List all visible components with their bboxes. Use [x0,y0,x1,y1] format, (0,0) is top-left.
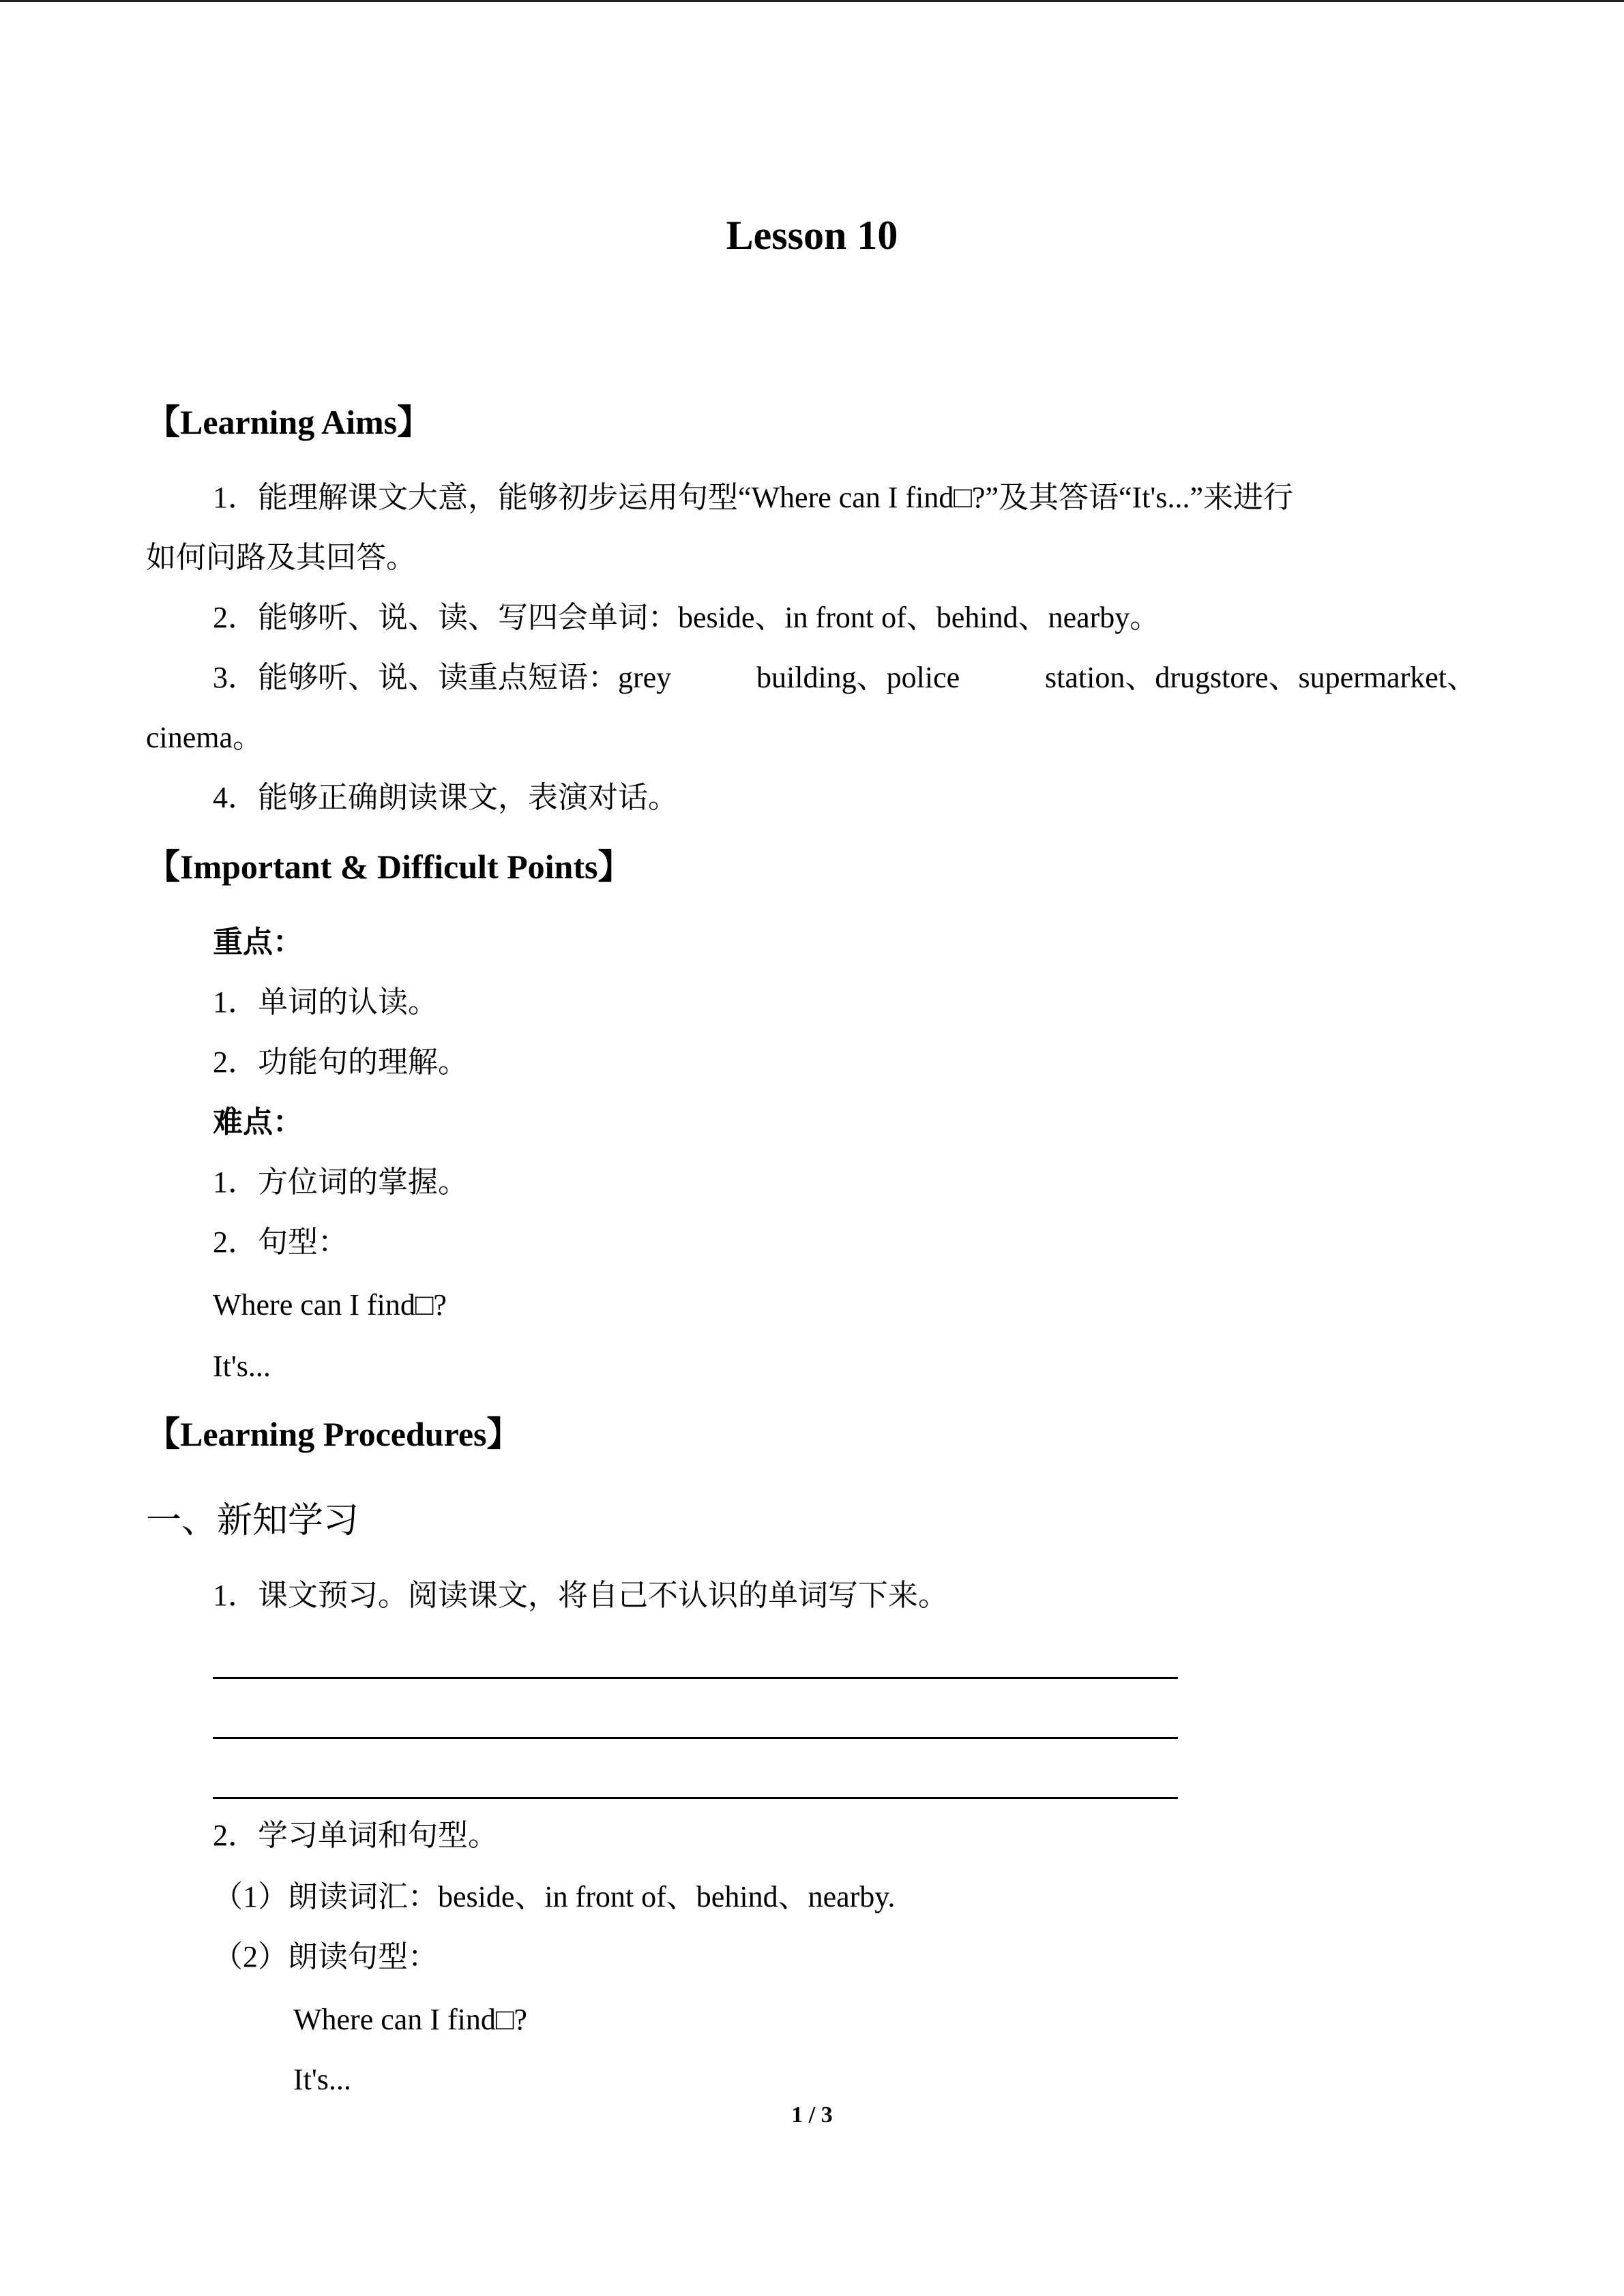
procedure-step-2: 2．学习单词和句型。 [213,1819,498,1852]
answer-blank-line-1[interactable] [213,1677,1178,1679]
aim-item-3-line-1 [213,659,1477,696]
section-heading-learning-procedures: 【Learning Procedures】 [146,1415,521,1453]
difficult-points-label: 难点： [213,1105,303,1139]
section-heading-learning-aims: 【Learning Aims】 [146,403,432,441]
section-heading-important-difficult-points: 【Important & Difficult Points】 [146,848,632,886]
answer-blank-line-2[interactable] [213,1737,1178,1739]
part-heading-new-knowledge: 一、新知学习 [146,1502,359,1540]
procedure-sub-1: （1）朗读词汇：beside、in front of、behind、nearby. [213,1880,896,1913]
procedure-sentence-2: It's... [293,2063,351,2096]
procedure-step-1: 1．课文预习。阅读课文，将自己不认识的单词写下来。 [213,1579,948,1612]
answer-blank-line-3[interactable] [213,1797,1178,1799]
aim-item-3-line-2: cinema。 [146,721,263,754]
procedure-sub-2: （2）朗读句型： [213,1940,438,1973]
aim-item-3-part-3: station、drugstore、supermarket、 [1045,661,1477,694]
page-title: Lesson 10 [726,213,898,258]
key-point-1: 1．单词的认读。 [213,985,438,1019]
difficult-point-1: 1．方位词的掌握。 [213,1165,468,1199]
aim-item-1-line-2: 如何问路及其回答。 [146,541,416,574]
key-points-label: 重点： [213,925,303,959]
difficult-point-2: 2．句型： [213,1225,348,1259]
key-point-2: 2．功能句的理解。 [213,1045,468,1079]
aim-item-2: 2．能够听、说、读、写四会单词：beside、in front of、behind、nearby。 [213,601,1160,634]
page-number: 1 / 3 [791,2102,833,2128]
aim-item-4: 4．能够正确朗读课文，表演对话。 [213,781,678,814]
procedure-sentence-1: Where can I find□? [293,2003,527,2036]
difficult-sentence-1: Where can I find□? [213,1288,447,1322]
aim-item-3-part-2: building、police [756,661,960,694]
aim-item-1-line-1: 1．能理解课文大意，能够初步运用句型“Where can I find□?”及其答语“It's...”来进行 [213,481,1293,514]
aim-item-3-part-1: 3．能够听、说、读重点短语：grey [213,661,672,694]
difficult-sentence-2: It's... [213,1350,271,1383]
